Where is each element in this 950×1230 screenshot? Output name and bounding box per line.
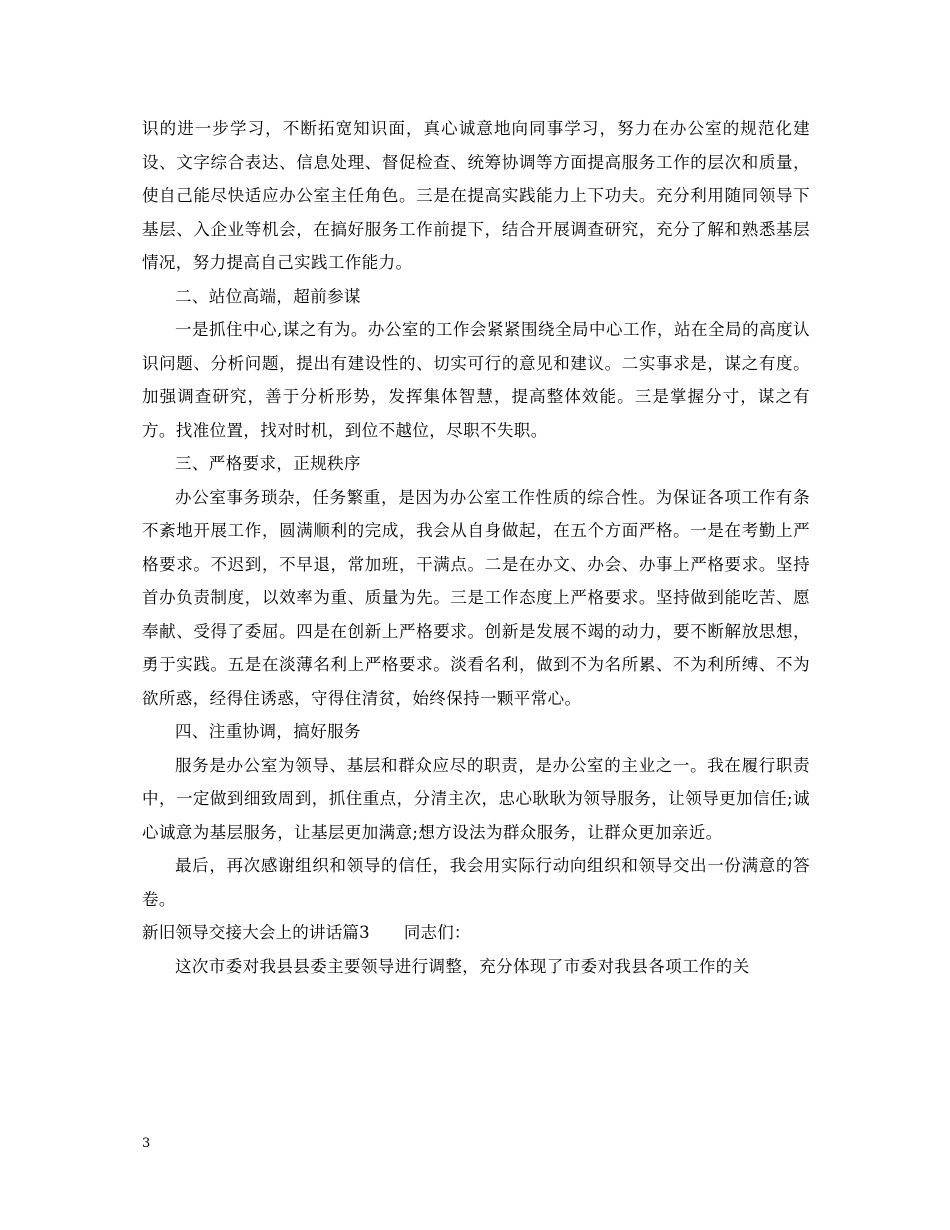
paragraph-service: 服务是办公室为领导、基层和群众应尽的职责，是办公室的主业之一。我在履行职责中，一定做到细致周到，抓住重点，分清主次，忠心耿耿为领导服务，让领导更加信任;诚心诚意为基层服务，让基层更加满意;想方设法为群众服务，让群众更加亲近。 [142, 755, 810, 842]
salutation: 同志们： [403, 923, 471, 942]
section-heading-4: 四、注重协调，搞好服务 [175, 722, 361, 741]
speech-title: 新旧领导交接大会上的讲话篇3 [142, 923, 370, 942]
paragraph-study: 识的进一步学习，不断拓宽知识面，真心诚意地向同事学习，努力在办公室的规范化建设、文字综合表达、信息处理、督促检查、统筹协调等方面提高服务工作的层次和质量，使自己能尽快适应办公室主任角色。三是在提高实践能力上下功夫。充分利用随同领导下基层、入企业等机会，在搞好服务工作前提下，结合开展调查研究，充分了解和熟悉基层情况，努力提高自己实践工作能力。 [142, 119, 810, 272]
paragraph-closing: 最后，再次感谢组织和领导的信任，我会用实际行动向组织和领导交出一份满意的答卷。 [142, 856, 810, 909]
section-heading-3: 三、严格要求，正规秩序 [175, 454, 361, 473]
page-number: 3 [142, 1136, 151, 1151]
section-heading-2: 二、站位高端，超前参谋 [175, 286, 361, 306]
paragraph-adjustment: 这次市委对我县县委主要领导进行调整，充分体现了市委对我县各项工作的关 [175, 956, 750, 976]
document-body [142, 112, 810, 983]
paragraph-counsel: 一是抓住中心,谋之有为。办公室的工作会紧紧围绕全局中心工作，站在全局的高度认识问题、分析问题，提出有建设性的、切实可行的意见和建议。二实事求是，谋之有度。加强调查研究，善于分析形势，发挥集体智慧，提高整体效能。三是掌握分寸，谋之有方。找准位置，找对时机，到位不越位，尽职不失职。 [142, 320, 810, 440]
speech-title-line [142, 916, 810, 950]
paragraph-discipline: 办公室事务琐杂，任务繁重，是因为办公室工作性质的综合性。为保证各项工作有条不紊地开展工作，圆满顺利的完成，我会从自身做起，在五个方面严格。一是在考勤上严格要求。不迟到，不早退，常加班，干满点。二是在办文、办会、办事上严格要求。坚持首办负责制度，以效率为重、质量为先。三是工作态度上严格要求。坚持做到能吃苦、愿奉献、受得了委屈。四是在创新上严格要求。创新是发展不竭的动力，要不断解放思想，勇于实践。五是在淡薄名利上严格要求。淡看名利，做到不为名所累、不为利所缚、不为欲所惑，经得住诱惑，守得住清贫，始终保持一颗平常心。 [142, 487, 810, 708]
